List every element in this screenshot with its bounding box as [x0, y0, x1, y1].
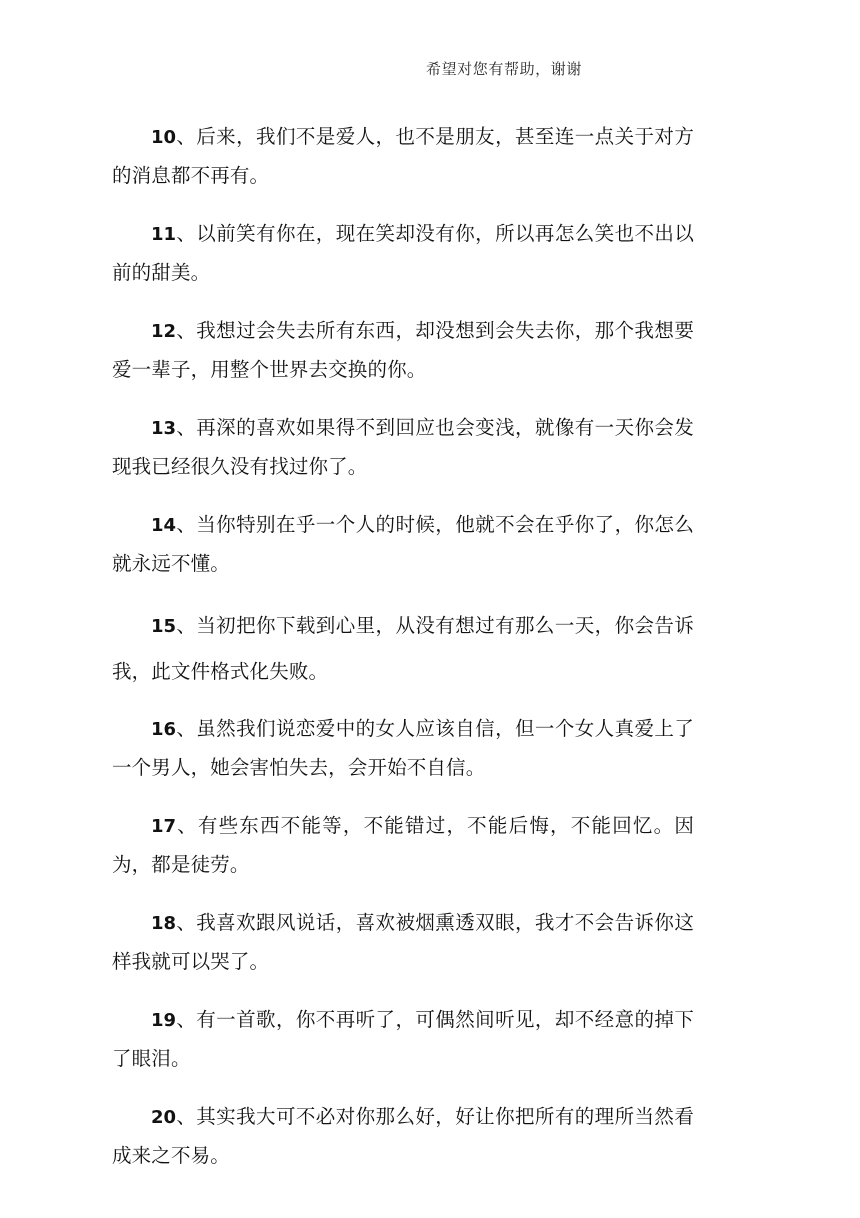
- document-paragraph: [112, 215, 694, 292]
- paragraph-number: 15: [151, 616, 177, 637]
- paragraph-number: 19: [151, 1010, 177, 1031]
- paragraph-text: 虽然我们说恋爱中的女人应该自信，但一个女人真爱上了一个男人，她会害怕失去，会开始不自信。: [112, 717, 694, 779]
- paragraph-separator: 、: [176, 614, 197, 637]
- paragraph-separator: 、: [176, 1105, 197, 1128]
- document-paragraph: [112, 807, 694, 884]
- document-paragraph: [112, 710, 694, 787]
- document-paragraph: [112, 1001, 694, 1078]
- document-paragraph: [112, 603, 694, 694]
- paragraph-number: 11: [151, 224, 177, 245]
- paragraph-separator: 、: [176, 222, 197, 245]
- paragraph-number: 14: [151, 515, 177, 536]
- paragraph-text: 后来，我们不是爱人，也不是朋友，甚至连一点关于对方的消息都不再有。: [112, 125, 694, 187]
- paragraph-text: 其实我大可不必对你那么好，好让你把所有的理所当然看成来之不易。: [112, 1105, 694, 1167]
- document-paragraph: [112, 312, 694, 389]
- paragraph-number: 17: [151, 816, 177, 837]
- paragraph-separator: 、: [176, 911, 197, 934]
- document-paragraph: [112, 118, 694, 195]
- paragraph-number: 20: [151, 1107, 177, 1128]
- document-paragraph: [112, 1098, 694, 1175]
- paragraph-number: 13: [151, 418, 177, 439]
- paragraph-text: 当你特别在乎一个人的时候，他就不会在乎你了，你怎么就永远不懂。: [112, 513, 694, 575]
- paragraph-text: 再深的喜欢如果得不到回应也会变浅，就像有一天你会发现我已经很久没有找过你了。: [112, 416, 694, 478]
- paragraph-number: 16: [151, 719, 177, 740]
- document-header-note: 希望对您有帮助，谢谢: [425, 60, 582, 78]
- document-paragraph: [112, 904, 694, 981]
- document-body: [112, 118, 694, 1175]
- paragraph-number: 10: [151, 127, 177, 148]
- paragraph-separator: 、: [176, 814, 198, 837]
- paragraph-separator: 、: [176, 717, 197, 740]
- paragraph-separator: 、: [176, 513, 197, 536]
- paragraph-separator: 、: [176, 125, 197, 148]
- paragraph-separator: 、: [176, 416, 197, 439]
- paragraph-number: 18: [151, 913, 177, 934]
- paragraph-text: 有些东西不能等，不能错过，不能后悔，不能回忆。因为，都是徒劳。: [112, 814, 694, 876]
- document-paragraph: [112, 409, 694, 486]
- paragraph-text: 有一首歌，你不再听了，可偶然间听见，却不经意的掉下了眼泪。: [112, 1008, 694, 1070]
- paragraph-text: 我想过会失去所有东西，却没想到会失去你，那个我想要爱一辈子，用整个世界去交换的你。: [112, 319, 694, 381]
- paragraph-text: 以前笑有你在，现在笑却没有你，所以再怎么笑也不出以前的甜美。: [112, 222, 694, 284]
- paragraph-separator: 、: [176, 1008, 197, 1031]
- paragraph-number: 12: [151, 321, 177, 342]
- document-paragraph: [112, 506, 694, 583]
- paragraph-text: 当初把你下载到心里，从没有想过有那么一天，你会告诉我，此文件格式化失败。: [112, 614, 694, 683]
- paragraph-text: 我喜欢跟风说话，喜欢被烟熏透双眼，我才不会告诉你这样我就可以哭了。: [112, 911, 694, 973]
- paragraph-separator: 、: [176, 319, 197, 342]
